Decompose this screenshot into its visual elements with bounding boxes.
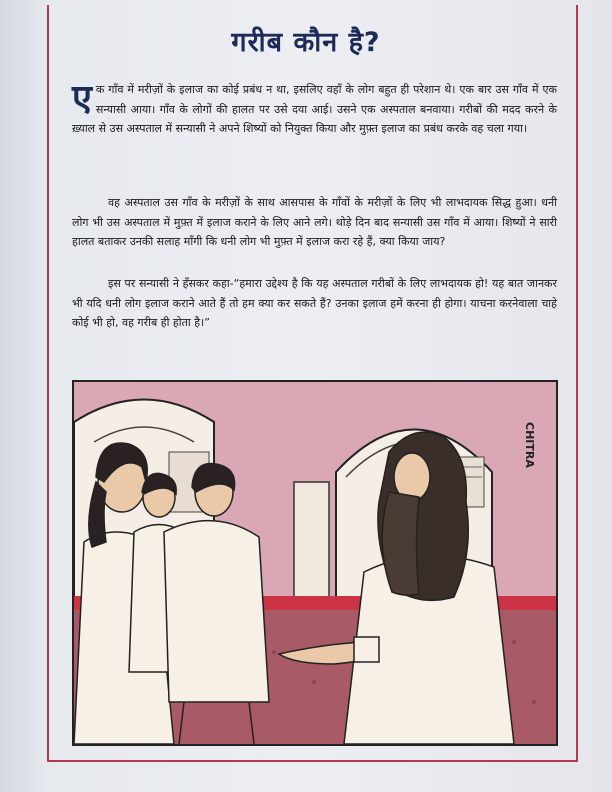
paragraph-1-text: क गाँव में मरीज़ों के इलाज का कोई प्रबंध न था, इसलिए वहाँ के लोग बहुत ही परेशान थे। एक बार उस गाँव में एक सन्यासी आया। गाँव के लोगों की हालत पर उसे दया आई। उसने एक अस्पताल बनवाया। गरीबों की मदद करने के ख़्याल से उस अस्पताल में सन्यासी ने अपने शिष्यों को नियुक्त किया और मुफ़्त इलाज का प्रबंध करके वह चला गया। [72,83,557,135]
story-illustration [72,380,558,746]
paragraph-3: इस पर सन्यासी ने हँसकर कहा-“हमारा उद्देश्य है कि यह अस्पताल गरीबों के लिए लाभदायक हो! यह बात जानकर भी यदि धनी लोग इलाज कराने आते हैं तो हम क्या कर सकते हैं? उनका इलाज हमें करना ही होगा। याचना करनेवाला चाहे कोई भी हो, वह गरीब ही होता है।” [72,277,557,329]
artist-signature: CHITRA [523,422,536,468]
story-title: गरीब कौन है? [231,27,381,58]
pillar [294,482,329,612]
paragraph-2: वह अस्पताल उस गाँव के मरीज़ों के साथ आसपास के गाँवों के मरीज़ों के लिए भी लाभदायक सिद्ध हुआ। धनी लोग भी उस अस्पताल में मुफ़्त में इलाज कराने के लिए आने लगे। थोड़े दिन बाद सन्यासी उस गाँव में आया। शिष्यों ने सारी हालत बताकर उनकी सलाह माँगी कि धनी लोग भी मुफ़्त में इलाज करा रहे हैं, क्या किया जाय? [72,196,557,248]
paragraph-1 [72,80,557,139]
drop-cap: ए [72,78,92,119]
illustration-drawing [74,382,556,744]
